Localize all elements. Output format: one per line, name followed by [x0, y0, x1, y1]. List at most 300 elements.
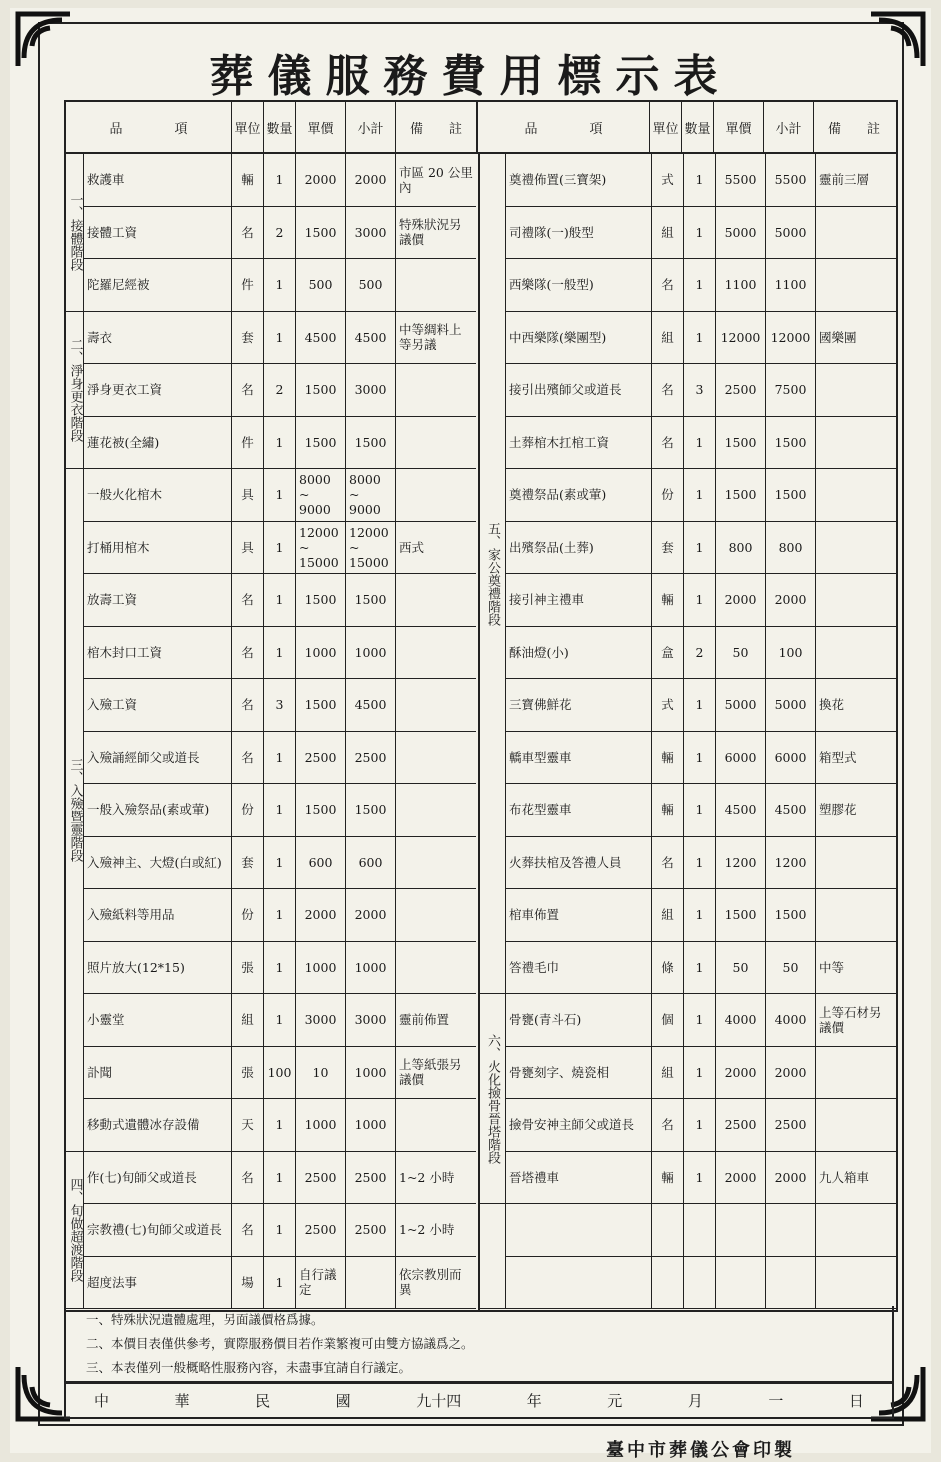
- table-row: [84, 1152, 476, 1205]
- header-item: 品 項: [478, 102, 650, 152]
- cell-item: 撿骨安神主師父或道長: [506, 1099, 652, 1151]
- cell-unit: 名: [652, 417, 684, 469]
- cell-unit: 件: [232, 259, 264, 311]
- cell-item: 陀羅尼經被: [84, 259, 232, 311]
- header-subtotal: 小計: [346, 102, 396, 152]
- header-unit: 單位: [650, 102, 682, 152]
- cell-item: 入殮誦經師父或道長: [84, 732, 232, 784]
- date-part: 日: [848, 1392, 864, 1410]
- cell-unit: [652, 1204, 684, 1256]
- cell-unit: 名: [232, 1204, 264, 1256]
- cell-item: 蓮花被(全繡): [84, 417, 232, 469]
- cell-note: [396, 837, 476, 889]
- date-part: 九十四: [416, 1392, 462, 1410]
- cell-unit: 套: [652, 522, 684, 574]
- cell-qty: 1: [264, 942, 296, 994]
- cell-item: 照片放大(12*15): [84, 942, 232, 994]
- cell-subtotal: 6000: [766, 732, 816, 784]
- cell-subtotal: 5000: [766, 207, 816, 259]
- date-part: 月: [687, 1392, 703, 1410]
- cell-subtotal: 1000: [346, 942, 396, 994]
- cell-price: 600: [296, 837, 346, 889]
- cell-note: [396, 889, 476, 941]
- cell-price: 1000: [296, 1099, 346, 1151]
- cell-qty: 1: [264, 732, 296, 784]
- cell-note: [396, 732, 476, 784]
- stage-label: 二、淨身更衣階段: [66, 312, 84, 470]
- cell-price: [716, 1204, 766, 1256]
- table-row: [84, 574, 476, 627]
- table-row: [506, 679, 896, 732]
- table-row: [506, 364, 896, 417]
- header-item: 品 項: [66, 102, 232, 152]
- cell-price: 800: [716, 522, 766, 574]
- cell-item: 接引神主禮車: [506, 574, 652, 626]
- cell-item: 移動式遺體冰存設備: [84, 1099, 232, 1151]
- date-part: 華: [174, 1392, 190, 1410]
- table-row: [84, 364, 476, 417]
- cell-subtotal: [346, 1257, 396, 1309]
- cell-unit: [652, 1257, 684, 1309]
- cell-note: 九人箱車: [819, 1169, 870, 1185]
- cell-item: 司禮隊(一)般型: [506, 207, 652, 259]
- cell-note: 依宗教別而異: [399, 1267, 462, 1298]
- cell-qty: 1: [264, 574, 296, 626]
- table-row: [506, 994, 896, 1047]
- table-row: [506, 469, 896, 522]
- cell-qty: 1: [684, 574, 716, 626]
- footnote: 二、本價目表僅供參考，實際服務價目若作業繁複可由雙方協議爲之。: [86, 1336, 474, 1351]
- cell-unit: 條: [652, 942, 684, 994]
- cell-qty: 1: [684, 942, 716, 994]
- header-note: 備 註: [827, 121, 880, 137]
- cell-unit: 式: [652, 154, 684, 206]
- cell-qty: 1: [684, 1152, 716, 1204]
- cell-note: 1~2 小時: [399, 1222, 455, 1238]
- fee-table: [64, 100, 898, 1312]
- table-row: [84, 837, 476, 890]
- cell-unit: 名: [232, 207, 264, 259]
- cell-qty: 3: [264, 679, 296, 731]
- cell-note: 1~2 小時: [399, 1169, 455, 1185]
- cell-item: 超度法事: [84, 1257, 232, 1309]
- cell-price: 5000: [716, 207, 766, 259]
- cell-price: 500: [296, 259, 346, 311]
- cell-note: 國樂團: [819, 329, 857, 345]
- cell-subtotal: 1000: [346, 627, 396, 679]
- cell-item: 奠禮祭品(素或葷): [506, 469, 652, 521]
- cell-unit: 名: [232, 364, 264, 416]
- cell-note: [396, 627, 476, 679]
- cell-subtotal: 3000: [346, 207, 396, 259]
- cell-qty: 1: [684, 417, 716, 469]
- cell-qty: 1: [264, 784, 296, 836]
- cell-unit: 張: [232, 942, 264, 994]
- stage-label: 五、家公奠禮階段: [480, 154, 506, 994]
- cell-qty: 1: [684, 207, 716, 259]
- cell-item: 轎車型靈車: [506, 732, 652, 784]
- cell-qty: 2: [684, 627, 716, 679]
- cell-price: 1500: [296, 679, 346, 731]
- header-price: 單價: [714, 102, 764, 152]
- cell-item: 訃聞: [84, 1047, 232, 1099]
- cell-unit: 名: [232, 732, 264, 784]
- cell-qty: [684, 1257, 716, 1309]
- table-row: [506, 207, 896, 260]
- cell-item: 火葬扶棺及答禮人員: [506, 837, 652, 889]
- date-part: 中: [94, 1392, 110, 1410]
- stage-label: 四、旬做超渡階段: [66, 1152, 84, 1310]
- footnote: 三、本表僅列一般概略性服務內容，未盡事宜請自行議定。: [86, 1360, 412, 1375]
- cell-qty: 1: [264, 1204, 296, 1256]
- cell-qty: 100: [264, 1047, 296, 1099]
- cell-subtotal: 1500: [346, 784, 396, 836]
- cell-item: [506, 1204, 652, 1256]
- cell-item: 骨甕刻字、燒瓷相: [506, 1047, 652, 1099]
- cell-unit: 名: [232, 1152, 264, 1204]
- cell-subtotal: 7500: [766, 364, 816, 416]
- cell-subtotal: 1000: [346, 1099, 396, 1151]
- cell-unit: 組: [652, 207, 684, 259]
- table-row: [506, 1152, 896, 1205]
- cell-unit: 天: [232, 1099, 264, 1151]
- cell-note: 換花: [819, 697, 845, 713]
- cell-subtotal: 2000: [766, 574, 816, 626]
- footnotes: [64, 1306, 894, 1383]
- cell-price: 1500: [716, 889, 766, 941]
- cell-price: 1500: [716, 417, 766, 469]
- cell-price: 2000: [716, 574, 766, 626]
- cell-item: 土葬棺木扛棺工資: [506, 417, 652, 469]
- cell-subtotal: 3000: [346, 364, 396, 416]
- cell-price: 10: [296, 1047, 346, 1099]
- cell-unit: 盒: [652, 627, 684, 679]
- table-row: [506, 837, 896, 890]
- cell-subtotal: 1000: [346, 1047, 396, 1099]
- cell-unit: 份: [232, 889, 264, 941]
- cell-price: 1500: [716, 469, 766, 521]
- cell-price: 1000: [296, 942, 346, 994]
- page-title: 葬儀服務費用標示表: [209, 51, 732, 102]
- cell-price: 2000: [296, 889, 346, 941]
- table-row: [84, 889, 476, 942]
- table-row: [506, 259, 896, 312]
- table-row: [506, 732, 896, 785]
- cell-price: 50: [716, 627, 766, 679]
- cell-qty: 2: [264, 364, 296, 416]
- table-row: [506, 942, 896, 995]
- cell-subtotal: 2500: [346, 1152, 396, 1204]
- cell-qty: 1: [264, 154, 296, 206]
- cell-note: [396, 417, 476, 469]
- cell-note: [816, 469, 896, 521]
- cell-subtotal: 1500: [346, 574, 396, 626]
- cell-note: [816, 1257, 896, 1309]
- cell-note: 特殊狀況另議價: [399, 217, 462, 248]
- cell-unit: 套: [232, 837, 264, 889]
- cell-price: 6000: [716, 732, 766, 784]
- cell-price: 5500: [716, 154, 766, 206]
- cell-subtotal: 5500: [766, 154, 816, 206]
- cell-note: [816, 259, 896, 311]
- cell-qty: 1: [684, 259, 716, 311]
- cell-item: 接引出殯師父或道長: [506, 364, 652, 416]
- cell-note: 靈前佈置: [399, 1012, 450, 1028]
- cell-price: 1200: [716, 837, 766, 889]
- cell-item: 三寶佛鮮花: [506, 679, 652, 731]
- cell-unit: 組: [652, 312, 684, 364]
- cell-unit: 套: [232, 312, 264, 364]
- cell-subtotal: 2000: [766, 1152, 816, 1204]
- table-row: [506, 1204, 896, 1257]
- cell-subtotal: 50: [766, 942, 816, 994]
- cell-unit: 輛: [232, 154, 264, 206]
- cell-note: [816, 889, 896, 941]
- cell-subtotal: 100: [766, 627, 816, 679]
- cell-subtotal: 3000: [346, 994, 396, 1046]
- cell-note: [816, 417, 896, 469]
- document-sheet: [10, 8, 931, 1461]
- cell-qty: 1: [264, 312, 296, 364]
- cell-item: 棺車佈置: [506, 889, 652, 941]
- table-row: [84, 1099, 476, 1152]
- table-row: [506, 574, 896, 627]
- cell-price: 4000: [716, 994, 766, 1046]
- cell-note: [816, 574, 896, 626]
- table-row: [506, 1047, 896, 1100]
- cell-subtotal: 4000: [766, 994, 816, 1046]
- cell-unit: 份: [232, 784, 264, 836]
- header-price: 單價: [296, 102, 346, 152]
- cell-item: 放壽工資: [84, 574, 232, 626]
- cell-note: 靈前三層: [819, 172, 870, 188]
- cell-unit: 輛: [652, 784, 684, 836]
- cell-unit: 輛: [652, 1152, 684, 1204]
- cell-qty: 1: [684, 889, 716, 941]
- cell-item: 入殮工資: [84, 679, 232, 731]
- cell-qty: 1: [264, 1099, 296, 1151]
- cell-qty: 3: [684, 364, 716, 416]
- cell-price: 1000: [296, 627, 346, 679]
- cell-item: 入殮神主、大燈(白或紅): [84, 837, 232, 889]
- cell-qty: 1: [684, 994, 716, 1046]
- cell-unit: 場: [232, 1257, 264, 1309]
- cell-subtotal: 2000: [766, 1047, 816, 1099]
- cell-unit: 組: [652, 889, 684, 941]
- cell-price: 50: [716, 942, 766, 994]
- table-row: [84, 522, 476, 575]
- cell-note: [816, 207, 896, 259]
- cell-note: [816, 627, 896, 679]
- table-row: [506, 522, 896, 575]
- header-qty: 數量: [264, 102, 296, 152]
- cell-note: 西式: [399, 539, 425, 555]
- cell-qty: 1: [684, 154, 716, 206]
- cell-note: [396, 942, 476, 994]
- cell-item: 晉塔禮車: [506, 1152, 652, 1204]
- table-row: [84, 1257, 476, 1310]
- cell-qty: [684, 1204, 716, 1256]
- cell-price: 2000: [716, 1047, 766, 1099]
- right-column: [480, 154, 896, 1310]
- table-row: [84, 732, 476, 785]
- stage-label: 三、入殮暨靈階段: [66, 469, 84, 1152]
- cell-qty: 1: [264, 469, 296, 521]
- stage-label: 六、火化撿骨晉塔階段: [480, 994, 506, 1204]
- cell-note: [396, 784, 476, 836]
- date-part: 民: [255, 1392, 271, 1410]
- header-qty: 數量: [682, 102, 714, 152]
- cell-item: 奠禮佈置(三寶架): [506, 154, 652, 206]
- cell-note: [396, 1099, 476, 1151]
- table-row: [506, 1099, 896, 1152]
- footnote: 一、特殊狀況遺體處理，另面議價格爲據。: [86, 1312, 324, 1327]
- cell-unit: 個: [652, 994, 684, 1046]
- cell-subtotal: 1100: [766, 259, 816, 311]
- cell-subtotal: 12000 ~ 15000: [346, 522, 396, 574]
- cell-note: [816, 1047, 896, 1099]
- table-row: [84, 207, 476, 260]
- table-row: [506, 417, 896, 470]
- table-row: [84, 942, 476, 995]
- cell-note: [396, 574, 476, 626]
- table-row: [84, 627, 476, 680]
- stage-label: 一、接體階段: [66, 154, 84, 312]
- cell-price: 2500: [296, 1204, 346, 1256]
- table-row: [84, 417, 476, 470]
- cell-item: 酥油燈(小): [506, 627, 652, 679]
- cell-note: [396, 259, 476, 311]
- cell-subtotal: 1500: [766, 417, 816, 469]
- table-row: [506, 627, 896, 680]
- cell-unit: 組: [652, 1047, 684, 1099]
- cell-note: 塑膠花: [819, 802, 857, 818]
- cell-price: 12000 ~ 15000: [296, 522, 346, 574]
- issue-date: [64, 1383, 894, 1419]
- cell-item: 一般入殮祭品(素或葷): [84, 784, 232, 836]
- cell-item: 棺木封口工資: [84, 627, 232, 679]
- cell-price: 2500: [716, 1099, 766, 1151]
- table-row: [506, 312, 896, 365]
- table-row: [84, 679, 476, 732]
- cell-item: 打桶用棺木: [84, 522, 232, 574]
- cell-price: 4500: [716, 784, 766, 836]
- table-row: [84, 259, 476, 312]
- cell-qty: 1: [684, 1099, 716, 1151]
- cell-note: 上等石材另議價: [819, 1004, 882, 1035]
- cell-unit: 輛: [652, 574, 684, 626]
- cell-subtotal: 4500: [766, 784, 816, 836]
- cell-subtotal: [766, 1204, 816, 1256]
- header-subtotal: 小計: [764, 102, 814, 152]
- cell-subtotal: 1200: [766, 837, 816, 889]
- cell-qty: 2: [264, 207, 296, 259]
- table-row: [506, 784, 896, 837]
- cell-item: 救護車: [84, 154, 232, 206]
- cell-price: 2000: [716, 1152, 766, 1204]
- cell-qty: 1: [264, 1257, 296, 1309]
- cell-qty: 1: [684, 784, 716, 836]
- cell-qty: 1: [264, 627, 296, 679]
- cell-qty: 1: [264, 1152, 296, 1204]
- table-row: [506, 1257, 896, 1310]
- cell-unit: 名: [652, 1099, 684, 1151]
- cell-subtotal: 800: [766, 522, 816, 574]
- cell-subtotal: 1500: [346, 417, 396, 469]
- cell-subtotal: 2500: [766, 1099, 816, 1151]
- cell-note: 中等: [819, 959, 845, 975]
- cell-qty: 1: [684, 469, 716, 521]
- table-row: [84, 1047, 476, 1100]
- cell-unit: 件: [232, 417, 264, 469]
- table-row: [84, 312, 476, 365]
- cell-item: 答禮毛巾: [506, 942, 652, 994]
- table-row: [84, 469, 476, 522]
- cell-price: 1500: [296, 207, 346, 259]
- date-part: 年: [526, 1392, 542, 1410]
- cell-note: [396, 364, 476, 416]
- cell-price: 2500: [716, 364, 766, 416]
- cell-qty: 1: [684, 679, 716, 731]
- cell-subtotal: 8000 ~ 9000: [346, 469, 396, 521]
- cell-subtotal: 4500: [346, 679, 396, 731]
- cell-unit: 具: [232, 522, 264, 574]
- cell-note: [816, 837, 896, 889]
- cell-item: 入殮紙料等用品: [84, 889, 232, 941]
- cell-item: 一般火化棺木: [84, 469, 232, 521]
- cell-qty: 1: [684, 1047, 716, 1099]
- table-row: [84, 154, 476, 207]
- cell-price: 5000: [716, 679, 766, 731]
- header-note: 備 註: [396, 102, 478, 152]
- cell-unit: 具: [232, 469, 264, 521]
- cell-price: 8000 ~ 9000: [296, 469, 346, 521]
- table-row: [84, 784, 476, 837]
- cell-price: 自行議定: [296, 1257, 346, 1309]
- cell-unit: 份: [652, 469, 684, 521]
- cell-unit: 名: [232, 679, 264, 731]
- table-row: [506, 154, 896, 207]
- cell-item: 宗教禮(七)旬師父或道長: [84, 1204, 232, 1256]
- cell-subtotal: 2500: [346, 1204, 396, 1256]
- cell-item: 出殯祭品(土葬): [506, 522, 652, 574]
- cell-qty: 1: [684, 522, 716, 574]
- cell-unit: 組: [232, 994, 264, 1046]
- date-part: 元: [607, 1392, 623, 1410]
- cell-item: 作(七)旬師父或道長: [84, 1152, 232, 1204]
- cell-note: [396, 469, 476, 521]
- cell-subtotal: [766, 1257, 816, 1309]
- cell-subtotal: 1500: [766, 469, 816, 521]
- cell-price: 3000: [296, 994, 346, 1046]
- cell-subtotal: 2000: [346, 154, 396, 206]
- printer-credit: 臺中市葬儀公會印製: [606, 1440, 795, 1461]
- cell-qty: 1: [684, 732, 716, 784]
- cell-price: 2500: [296, 732, 346, 784]
- cell-unit: 名: [232, 627, 264, 679]
- cell-note: [816, 364, 896, 416]
- cell-unit: 張: [232, 1047, 264, 1099]
- cell-item: 布花型靈車: [506, 784, 652, 836]
- cell-subtotal: 500: [346, 259, 396, 311]
- cell-subtotal: 2000: [346, 889, 396, 941]
- cell-price: 2500: [296, 1152, 346, 1204]
- cell-price: 4500: [296, 312, 346, 364]
- cell-note: [816, 1099, 896, 1151]
- cell-item: [506, 1257, 652, 1309]
- cell-unit: 名: [232, 574, 264, 626]
- cell-item: 壽衣: [84, 312, 232, 364]
